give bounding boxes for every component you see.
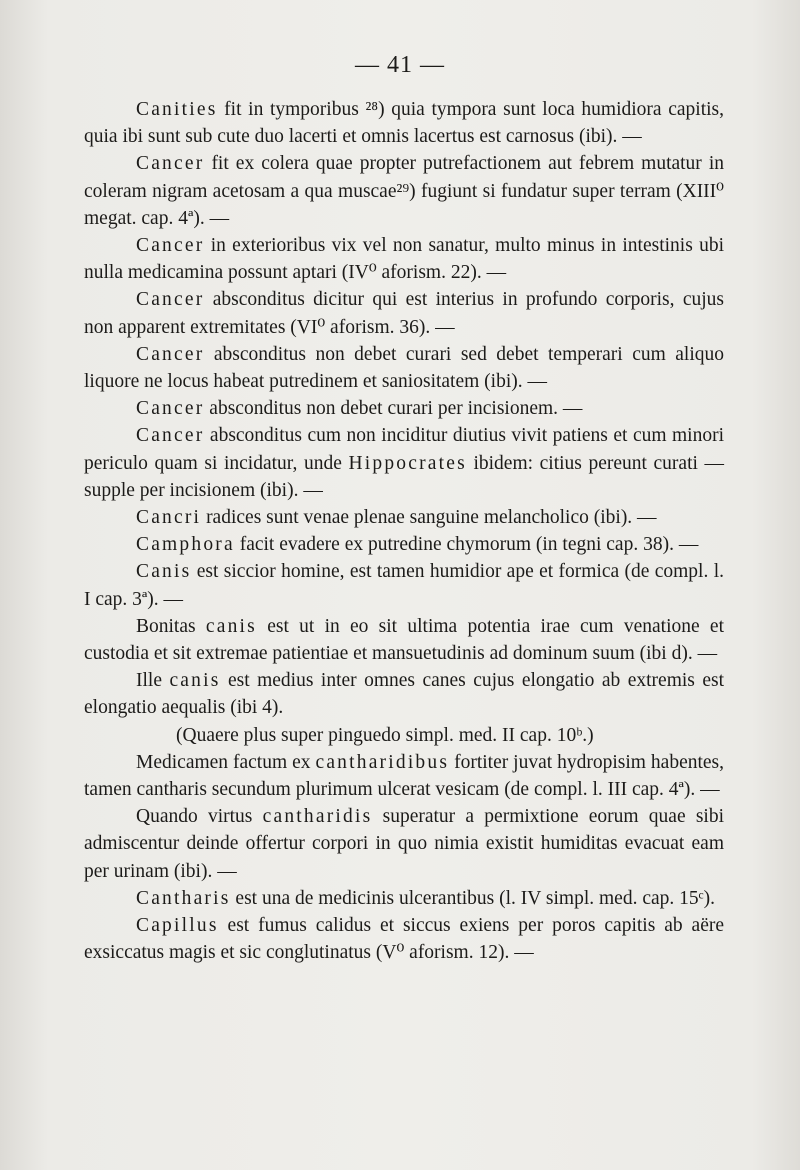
text-body bbox=[84, 96, 724, 967]
entry-text: absconditus non debet curari sed debet temperari cum aliquo liquore ne locus habeat putredinem et saniositatem (ibi). — bbox=[84, 343, 724, 393]
entry-note-text: (Quaere plus super pinguedo simpl. med. II cap. 10ᵇ.) bbox=[176, 724, 594, 746]
entry-keyword: Cantharis bbox=[136, 887, 231, 909]
entry-keyword: Cancer bbox=[136, 235, 205, 257]
page-number: — 41 — bbox=[355, 52, 445, 78]
entry-text: fit in tymporibus ²⁸) quia tympora sunt loca humidiora capitis, quia ibi sunt sub cute duo lacerti et omnis lacertus est carnosus (ibi). — bbox=[84, 99, 724, 148]
entry-keyword: cantharidibus bbox=[315, 751, 450, 773]
entry-keyword: Cancer bbox=[136, 398, 205, 420]
entry-capillus bbox=[84, 912, 724, 966]
entry-keyword: Camphora bbox=[136, 534, 235, 556]
entry-cancer-2 bbox=[84, 232, 724, 286]
entry-keyword: canis bbox=[169, 670, 221, 692]
entry-text: fortiter juvat hydropisim habentes, tamen cantharis secundum plurimum ulcerat vesicam (de compl. l. III cap. 4ª). — bbox=[84, 751, 725, 801]
entry-cancer-3 bbox=[84, 286, 724, 340]
entry-keyword: Canities bbox=[136, 99, 218, 120]
entry-keyword: canis bbox=[205, 615, 257, 637]
entry-prefix: Ille bbox=[136, 670, 170, 692]
entry-keyword: Cancer bbox=[136, 289, 205, 311]
entry-canis-3 bbox=[84, 667, 724, 721]
entry-keyword: Cancer bbox=[136, 425, 205, 447]
entry-cantharis bbox=[84, 885, 724, 912]
entry-cancri bbox=[84, 504, 724, 531]
entry-canis-1 bbox=[84, 558, 724, 612]
entry-cantharidis bbox=[84, 803, 724, 885]
entry-text: absconditus non debet curari per incisionem. — bbox=[204, 398, 583, 420]
entry-text: absconditus cum non inciditur diutius vivit patiens et cum minori periculo quam si incidatur, unde bbox=[84, 425, 724, 474]
entry-cancer-4 bbox=[84, 341, 724, 395]
entry-canis-2 bbox=[84, 613, 724, 667]
entry-text: est una de medicinis ulcerantibus (l. IV simpl. med. cap. 15ᶜ). bbox=[230, 887, 715, 909]
entry-prefix: Medicamen factum ex bbox=[136, 751, 316, 773]
entry-keyword-hippocrates: Hippocrates bbox=[348, 452, 467, 474]
entry-text: superatur a permixtione eorum quae sibi admiscentur deinde offertur corpori in quo nimia existit humiditas evacuat eam per urinam (ibi). — bbox=[84, 806, 725, 882]
entry-cancer-5 bbox=[84, 395, 724, 422]
entry-text: ibidem: citius pereunt curati — supple per incisionem (ibi). — bbox=[84, 452, 725, 501]
entry-text: fit ex colera quae propter putrefactionem aut febrem mutatur in coleram nigram acetosam a qua muscae²⁹) fugiunt si fundatur super terram (XIII⁰ megat. cap. 4ª). — bbox=[84, 153, 724, 229]
entry-text: est ut in eo sit ultima potentia irae cum venatione et custodia et sit extremae patientiae et mansuetudinis ad dominum suum (ibi d). — bbox=[84, 615, 724, 665]
entry-text: absconditus dicitur qui est interius in profundo corporis, cujus non apparent extremitates (VI⁰ aforism. 36). — bbox=[84, 289, 724, 338]
entry-prefix: Bonitas bbox=[136, 615, 206, 637]
entry-text: facit evadere ex putredine chymorum (in tegni cap. 38). — bbox=[234, 534, 699, 556]
entry-text: radices sunt venae plenae sanguine melancholico (ibi). — bbox=[201, 507, 657, 529]
entry-keyword: Canis bbox=[136, 561, 192, 583]
entry-text: in exterioribus vix vel non sanatur, multo minus in intestinis ubi nulla medicamina possunt aptari (IV⁰ aforism. 22). — bbox=[84, 235, 724, 284]
entry-camphora bbox=[84, 531, 724, 558]
entry-text: est fumus calidus et siccus exiens per poros capitis ab aëre exsiccatus magis et sic conglutinatus (V⁰ aforism. 12). — bbox=[84, 915, 724, 964]
entry-keyword: Cancer bbox=[136, 153, 205, 175]
entry-note bbox=[84, 722, 724, 749]
entry-cancer-1 bbox=[84, 150, 724, 232]
entry-text: est medius inter omnes canes cujus elongatio ab extremis est elongatio aequalis (ibi 4). bbox=[84, 670, 724, 719]
entry-keyword: Cancri bbox=[136, 507, 202, 529]
entry-keyword: Capillus bbox=[136, 915, 219, 937]
entry-keyword: Cancer bbox=[136, 343, 205, 365]
entry-canities bbox=[84, 96, 724, 150]
entry-text: est siccior homine, est tamen humidior ape et formica (de compl. l. I cap. 3ª). — bbox=[84, 561, 724, 610]
entry-cancer-6 bbox=[84, 422, 724, 504]
entry-cantharidibus bbox=[84, 749, 724, 803]
entry-keyword: cantharidis bbox=[262, 806, 373, 828]
entry-prefix: Quando virtus bbox=[136, 806, 263, 828]
